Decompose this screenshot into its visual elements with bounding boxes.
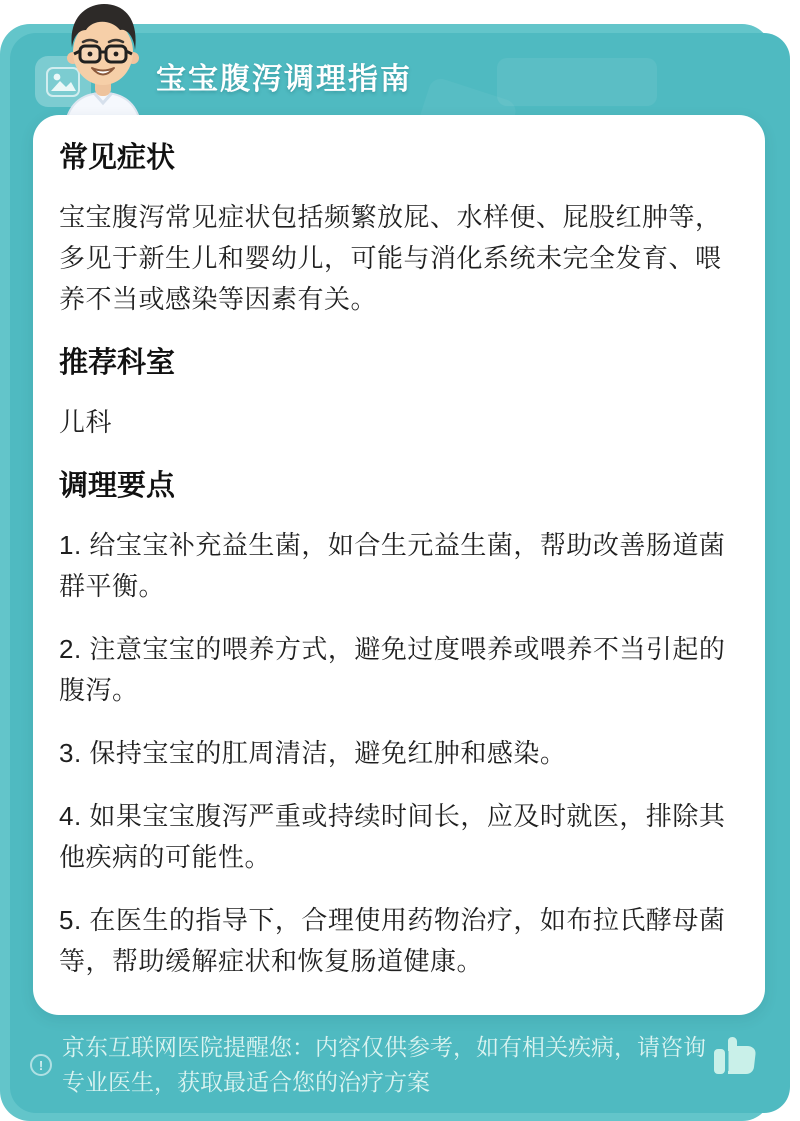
disclaimer-footer: [30, 1030, 770, 1100]
tips-heading: 调理要点: [59, 470, 176, 502]
department-heading: 推荐科室: [59, 347, 176, 379]
symptoms-paragraph: 宝宝腹泻常见症状包括频繁放屁、水样便、屁股红肿等，多见于新生儿和婴幼儿，可能与消化系统未完全发育、喂养不当或感染等因素有关。: [59, 202, 722, 314]
thumbs-up-icon[interactable]: [714, 1037, 756, 1080]
tip-item-2: 2. 注意宝宝的喂养方式，避免过度喂养或喂养不当引起的腹泻。: [59, 634, 726, 705]
tip-item-4: 4. 如果宝宝腹泻严重或持续时间长，应及时就医，排除其他疾病的可能性。: [59, 801, 726, 872]
content-card: [33, 115, 765, 1015]
info-icon: !: [30, 1054, 52, 1076]
department-value: 儿科: [59, 407, 113, 437]
page-title: 宝宝腹泻调理指南: [156, 63, 412, 96]
tip-item-5: 5. 在医生的指导下，合理使用药物治疗，如布拉氏酵母菌等，帮助缓解症状和恢复肠道健康。: [59, 905, 726, 976]
header-decor-rect: [497, 58, 657, 106]
tip-item-1: 1. 给宝宝补充益生菌，如合生元益生菌，帮助改善肠道菌群平衡。: [59, 530, 726, 601]
disclaimer-text: 京东互联网医院提醒您：内容仅供参考，如有相关疾病，请咨询专业医生，获取最适合您的治疗方案: [62, 1034, 706, 1095]
symptoms-heading: 常见症状: [59, 142, 176, 174]
tip-item-3: 3. 保持宝宝的肛周清洁，避免红肿和感染。: [59, 738, 567, 768]
